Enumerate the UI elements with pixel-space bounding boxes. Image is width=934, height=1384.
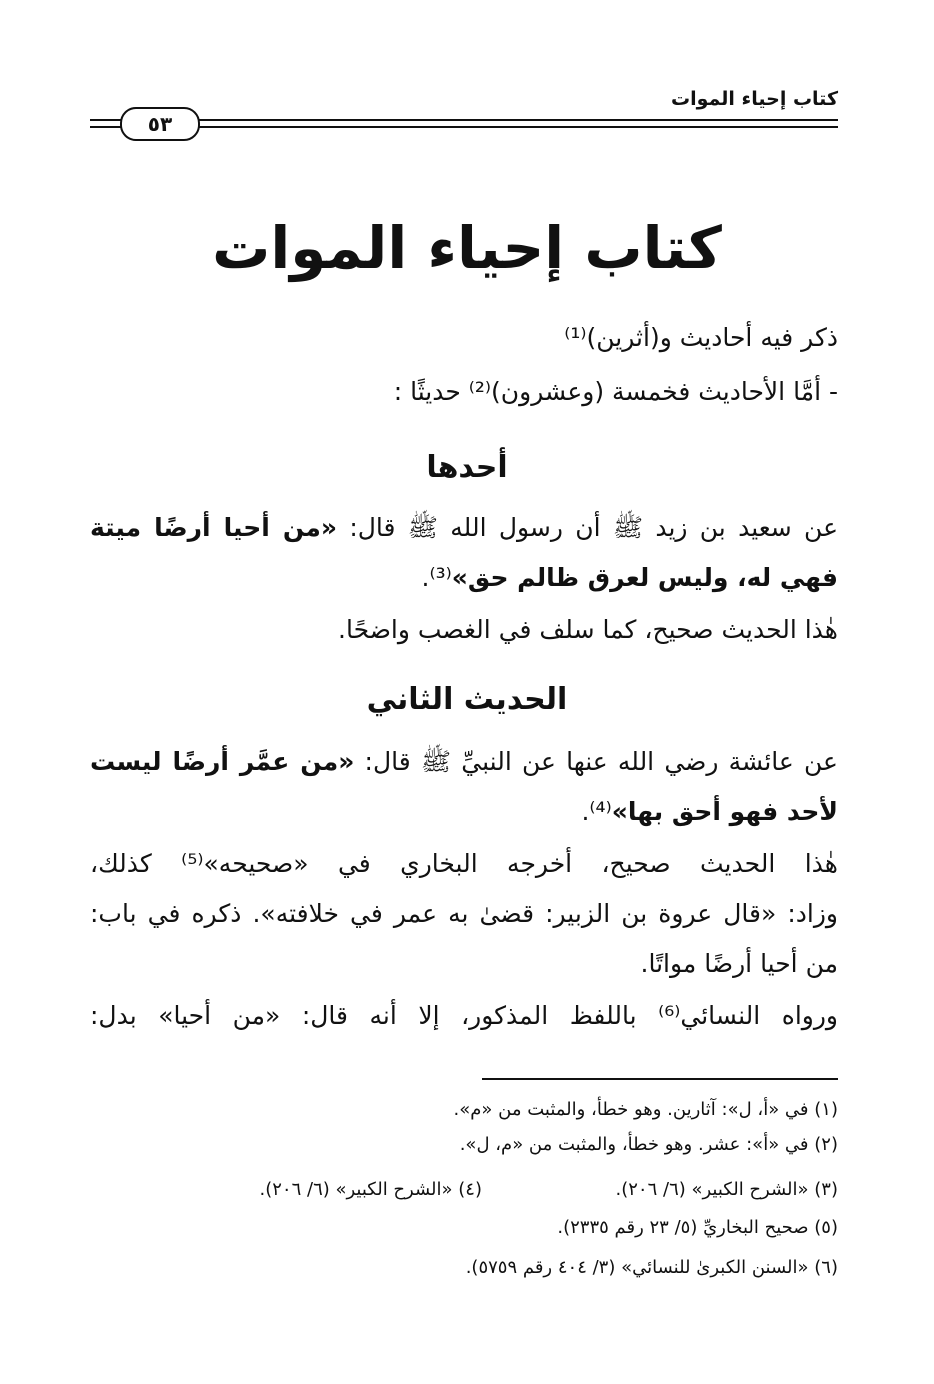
footnote: (٣) «الشرح الكبير» (٦/ ٢٠٦).	[615, 1179, 838, 1200]
hadith-line	[90, 508, 838, 548]
footnote: (١) في «أ، ل»: آثارين. وهو خطأ، والمثبت من «م».	[453, 1099, 838, 1120]
footnote-separator	[482, 1078, 838, 1080]
header-rule	[90, 119, 838, 121]
commentary-line: وزاد: «قال عروة بن الزبير: قضىٰ به عمر في خلافته». ذكره في باب:	[90, 899, 838, 928]
hadith-quote: فهي له، وليس لعرق ظالم حق»	[451, 563, 838, 592]
hadith-line	[90, 792, 838, 832]
footnote: (٥) صحيح البخاريِّ (٥/ ٢٣ رقم ٢٣٣٥).	[557, 1217, 838, 1238]
hadith-line	[90, 558, 838, 598]
hadith-text: عن عائشة رضي الله عنها عن النبيِّ ﷺ قال:	[354, 747, 838, 776]
commentary-line: هٰذا الحديث صحيح، أخرجه البخاري في «صحيحه»⁽⁵⁾ كذلك،	[90, 849, 838, 878]
intro-line: - أمَّا الأحاديث فخمسة (وعشرون)⁽²⁾ حديثًا :	[393, 377, 838, 406]
footnote: (٦) «السنن الكبرىٰ للنسائي» (٣/ ٤٠٤ رقم ٥٧٥٩).	[465, 1257, 838, 1278]
header-rule	[90, 126, 838, 128]
intro-line: ذكر فيه أحاديث و(أثرين)⁽¹⁾	[564, 323, 838, 352]
chapter-title: كتاب إحياء الموات	[212, 214, 722, 282]
footnote: (٢) في «أ»: عشر. وهو خطأ، والمثبت من «م، ل».	[459, 1134, 838, 1155]
hadith-quote: لأحد فهو أحق بها»	[611, 797, 838, 826]
section-heading: أحدها	[426, 450, 508, 485]
commentary-line: ورواه النسائي⁽⁶⁾ باللفظ المذكور، إلا أنه قال: «من أحيا» بدل:	[90, 1001, 838, 1030]
hadith-quote: «من أحيا أرضًا ميتة	[90, 513, 338, 542]
section-heading: الحديث الثاني	[366, 682, 568, 717]
footnote-row	[90, 1176, 838, 1204]
footnote-ref: ⁽³⁾.	[421, 563, 452, 592]
commentary-line: هٰذا الحديث صحيح، كما سلف في الغصب واضحًا.	[338, 615, 838, 644]
footnote: (٤) «الشرح الكبير» (٦/ ٢٠٦).	[259, 1179, 482, 1200]
footnote-ref: ⁽⁴⁾.	[581, 797, 612, 826]
hadith-text: عن سعيد بن زيد ﷺ أن رسول الله ﷺ قال:	[337, 513, 838, 542]
commentary-line: من أحيا أرضًا مواتًا.	[640, 949, 838, 978]
page-number: ٥٣	[120, 107, 200, 141]
hadith-line	[90, 742, 838, 782]
running-header-title: كتاب إحياء الموات	[671, 88, 838, 110]
hadith-quote: «من عمَّر أرضًا ليست	[90, 747, 355, 776]
